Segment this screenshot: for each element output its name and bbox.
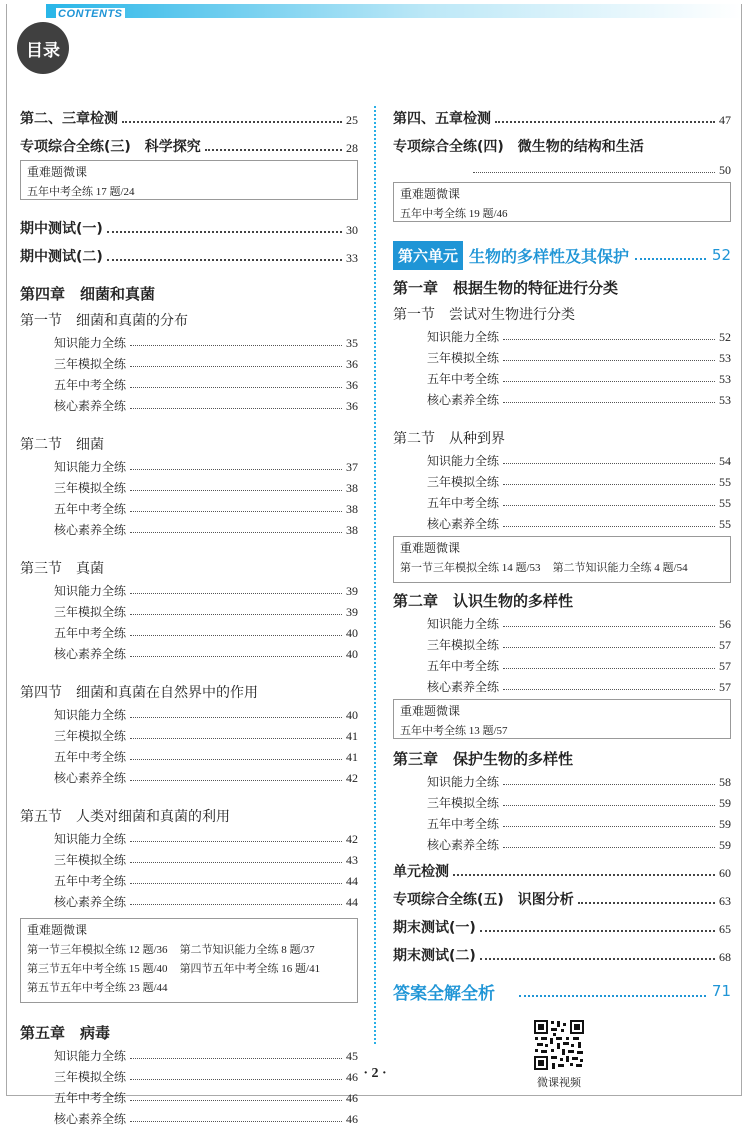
micro-lesson-box bbox=[393, 182, 731, 222]
chapter-heading[interactable]: 第五章 病毒 bbox=[20, 1024, 111, 1042]
unit-tag: 第六单元 bbox=[393, 241, 463, 270]
answers-label: 答案全解全析 bbox=[393, 983, 495, 1004]
section-heading[interactable]: 第一节 尝试对生物进行分类 bbox=[393, 307, 575, 323]
toc-sub-entry[interactable]: 五年中考全练 46 bbox=[54, 1091, 358, 1105]
toc-sub-entry[interactable]: 核心素养全练 36 bbox=[54, 399, 358, 413]
toc-entry-continuation[interactable]: 50 bbox=[393, 156, 731, 178]
micro-lesson-box bbox=[20, 160, 358, 200]
section-heading[interactable]: 第三节 真菌 bbox=[20, 561, 104, 577]
toc-sub-entry[interactable]: 三年模拟全练 46 bbox=[54, 1070, 358, 1084]
micro-lesson-box bbox=[20, 918, 358, 1003]
toc-sub-entry[interactable]: 知识能力全练 37 bbox=[54, 460, 358, 474]
micro-lesson-title: 重难题微课 bbox=[400, 704, 461, 718]
toc-sub-entry[interactable]: 五年中考全练 53 bbox=[427, 372, 731, 386]
micro-lesson-title: 重难题微课 bbox=[27, 165, 88, 179]
toc-entry[interactable]: 第二、三章检测 25 bbox=[20, 111, 358, 127]
toc-entry[interactable]: 单元检测 60 bbox=[393, 864, 731, 880]
micro-lesson-item: 第三节五年中考全练 15 题/40 第四节五年中考全练 16 题/41 bbox=[27, 963, 321, 975]
toc-sub-entry[interactable]: 三年模拟全练 43 bbox=[54, 853, 358, 867]
micro-lesson-item: 第一节三年模拟全练 12 题/36 第二节知识能力全练 8 题/37 bbox=[27, 944, 315, 956]
toc-sub-entry[interactable]: 五年中考全练 41 bbox=[54, 750, 358, 764]
toc-logo: 目录 bbox=[17, 22, 69, 74]
micro-lesson-title: 重难题微课 bbox=[400, 187, 461, 201]
toc-sub-entry[interactable]: 核心素养全练 46 bbox=[54, 1112, 358, 1126]
toc-sub-entry[interactable]: 知识能力全练 56 bbox=[427, 617, 731, 631]
toc-entry[interactable]: 专项综合全练(三) 科学探究 28 bbox=[20, 139, 358, 155]
toc-entry[interactable]: 期末测试(一) 65 bbox=[393, 920, 731, 936]
right-column bbox=[393, 100, 731, 1090]
toc-sub-entry[interactable]: 知识能力全练 52 bbox=[427, 330, 731, 344]
toc-entry[interactable]: 第四、五章检测 47 bbox=[393, 111, 731, 127]
toc-sub-entry[interactable]: 知识能力全练 58 bbox=[427, 775, 731, 789]
micro-lesson-title: 重难题微课 bbox=[27, 923, 88, 937]
toc-sub-entry[interactable]: 五年中考全练 44 bbox=[54, 874, 358, 888]
toc-sub-entry[interactable]: 五年中考全练 59 bbox=[427, 817, 731, 831]
chapter-heading[interactable]: 第一章 根据生物的特征进行分类 bbox=[393, 279, 619, 297]
toc-sub-entry[interactable]: 五年中考全练 38 bbox=[54, 502, 358, 516]
left-column bbox=[20, 100, 358, 1127]
toc-sub-entry[interactable]: 核心素养全练 57 bbox=[427, 680, 731, 694]
toc-sub-entry[interactable]: 知识能力全练 35 bbox=[54, 336, 358, 350]
toc-sub-entry[interactable]: 三年模拟全练 41 bbox=[54, 729, 358, 743]
toc-entry[interactable]: 专项综合全练(四) 微生物的结构和生活 bbox=[393, 139, 644, 155]
page-number: · 2 · bbox=[363, 1066, 387, 1081]
qr-caption: 微课视频 bbox=[537, 1076, 581, 1089]
toc-sub-entry[interactable]: 五年中考全练 36 bbox=[54, 378, 358, 392]
micro-lesson-box bbox=[393, 536, 731, 583]
micro-lesson-item: 第五节五年中考全练 23 题/44 bbox=[27, 982, 168, 994]
micro-lesson-item: 第一节三年模拟全练 14 题/53 第二节知识能力全练 4 题/54 bbox=[400, 562, 688, 574]
toc-sub-entry[interactable]: 知识能力全练 45 bbox=[54, 1049, 358, 1063]
toc-sub-entry[interactable]: 知识能力全练 39 bbox=[54, 584, 358, 598]
micro-lesson-title: 重难题微课 bbox=[400, 541, 461, 555]
toc-sub-entry[interactable]: 知识能力全练 54 bbox=[427, 454, 731, 468]
toc-entry[interactable]: 专项综合全练(五) 识图分析 63 bbox=[393, 892, 731, 908]
toc-sub-entry[interactable]: 三年模拟全练 53 bbox=[427, 351, 731, 365]
chapter-heading[interactable]: 第四章 细菌和真菌 bbox=[20, 285, 156, 303]
answers-entry[interactable] bbox=[393, 973, 731, 1009]
qr-code-graphic bbox=[533, 1019, 585, 1071]
section-heading[interactable]: 第二节 细菌 bbox=[20, 437, 104, 453]
toc-sub-entry[interactable]: 五年中考全练 57 bbox=[427, 659, 731, 673]
toc-sub-entry[interactable]: 三年模拟全练 57 bbox=[427, 638, 731, 652]
section-heading[interactable]: 第二节 从种到界 bbox=[393, 431, 505, 447]
toc-entry[interactable]: 期中测试(一) 30 bbox=[20, 221, 358, 237]
section-heading[interactable]: 第一节 细菌和真菌的分布 bbox=[20, 313, 188, 329]
section-heading[interactable]: 第五节 人类对细菌和真菌的利用 bbox=[20, 809, 230, 825]
toc-sub-entry[interactable]: 知识能力全练 42 bbox=[54, 832, 358, 846]
toc-sub-entry[interactable]: 核心素养全练 44 bbox=[54, 895, 358, 909]
toc-sub-entry[interactable]: 三年模拟全练 38 bbox=[54, 481, 358, 495]
toc-sub-entry[interactable]: 三年模拟全练 36 bbox=[54, 357, 358, 371]
toc-sub-entry[interactable]: 核心素养全练 53 bbox=[427, 393, 731, 407]
toc-sub-entry[interactable]: 三年模拟全练 59 bbox=[427, 796, 731, 810]
contents-label: CONTENTS bbox=[58, 8, 123, 20]
toc-sub-entry[interactable]: 五年中考全练 55 bbox=[427, 496, 731, 510]
toc-sub-entry[interactable]: 核心素养全练 38 bbox=[54, 523, 358, 537]
section-heading[interactable]: 第四节 细菌和真菌在自然界中的作用 bbox=[20, 685, 258, 701]
unit-heading[interactable] bbox=[393, 238, 731, 272]
toc-sub-entry[interactable]: 核心素养全练 59 bbox=[427, 838, 731, 852]
toc-entry[interactable]: 期末测试(二) 68 bbox=[393, 948, 731, 964]
toc-sub-entry[interactable]: 三年模拟全练 55 bbox=[427, 475, 731, 489]
micro-lesson-item: 五年中考全练 13 题/57 bbox=[400, 725, 508, 737]
micro-lesson-box bbox=[393, 699, 731, 739]
micro-lesson-item: 五年中考全练 17 题/24 bbox=[27, 186, 135, 198]
toc-sub-entry[interactable]: 核心素养全练 55 bbox=[427, 517, 731, 531]
qr-code-icon[interactable] bbox=[533, 1019, 585, 1071]
chapter-heading[interactable]: 第三章 保护生物的多样性 bbox=[393, 750, 574, 768]
toc-sub-entry[interactable]: 核心素养全练 40 bbox=[54, 647, 358, 661]
answers-page: 71 bbox=[711, 982, 731, 1000]
toc-sub-entry[interactable]: 五年中考全练 40 bbox=[54, 626, 358, 640]
toc-sub-entry[interactable]: 知识能力全练 40 bbox=[54, 708, 358, 722]
column-divider bbox=[374, 106, 376, 1044]
unit-page: 52 bbox=[711, 246, 731, 264]
unit-name: 生物的多样性及其保护 bbox=[469, 246, 630, 266]
toc-entry[interactable]: 期中测试(二) 33 bbox=[20, 249, 358, 265]
micro-lesson-item: 五年中考全练 19 题/46 bbox=[400, 208, 508, 220]
chapter-heading[interactable]: 第二章 认识生物的多样性 bbox=[393, 592, 574, 610]
toc-sub-entry[interactable]: 核心素养全练 42 bbox=[54, 771, 358, 785]
toc-sub-entry[interactable]: 三年模拟全练 39 bbox=[54, 605, 358, 619]
